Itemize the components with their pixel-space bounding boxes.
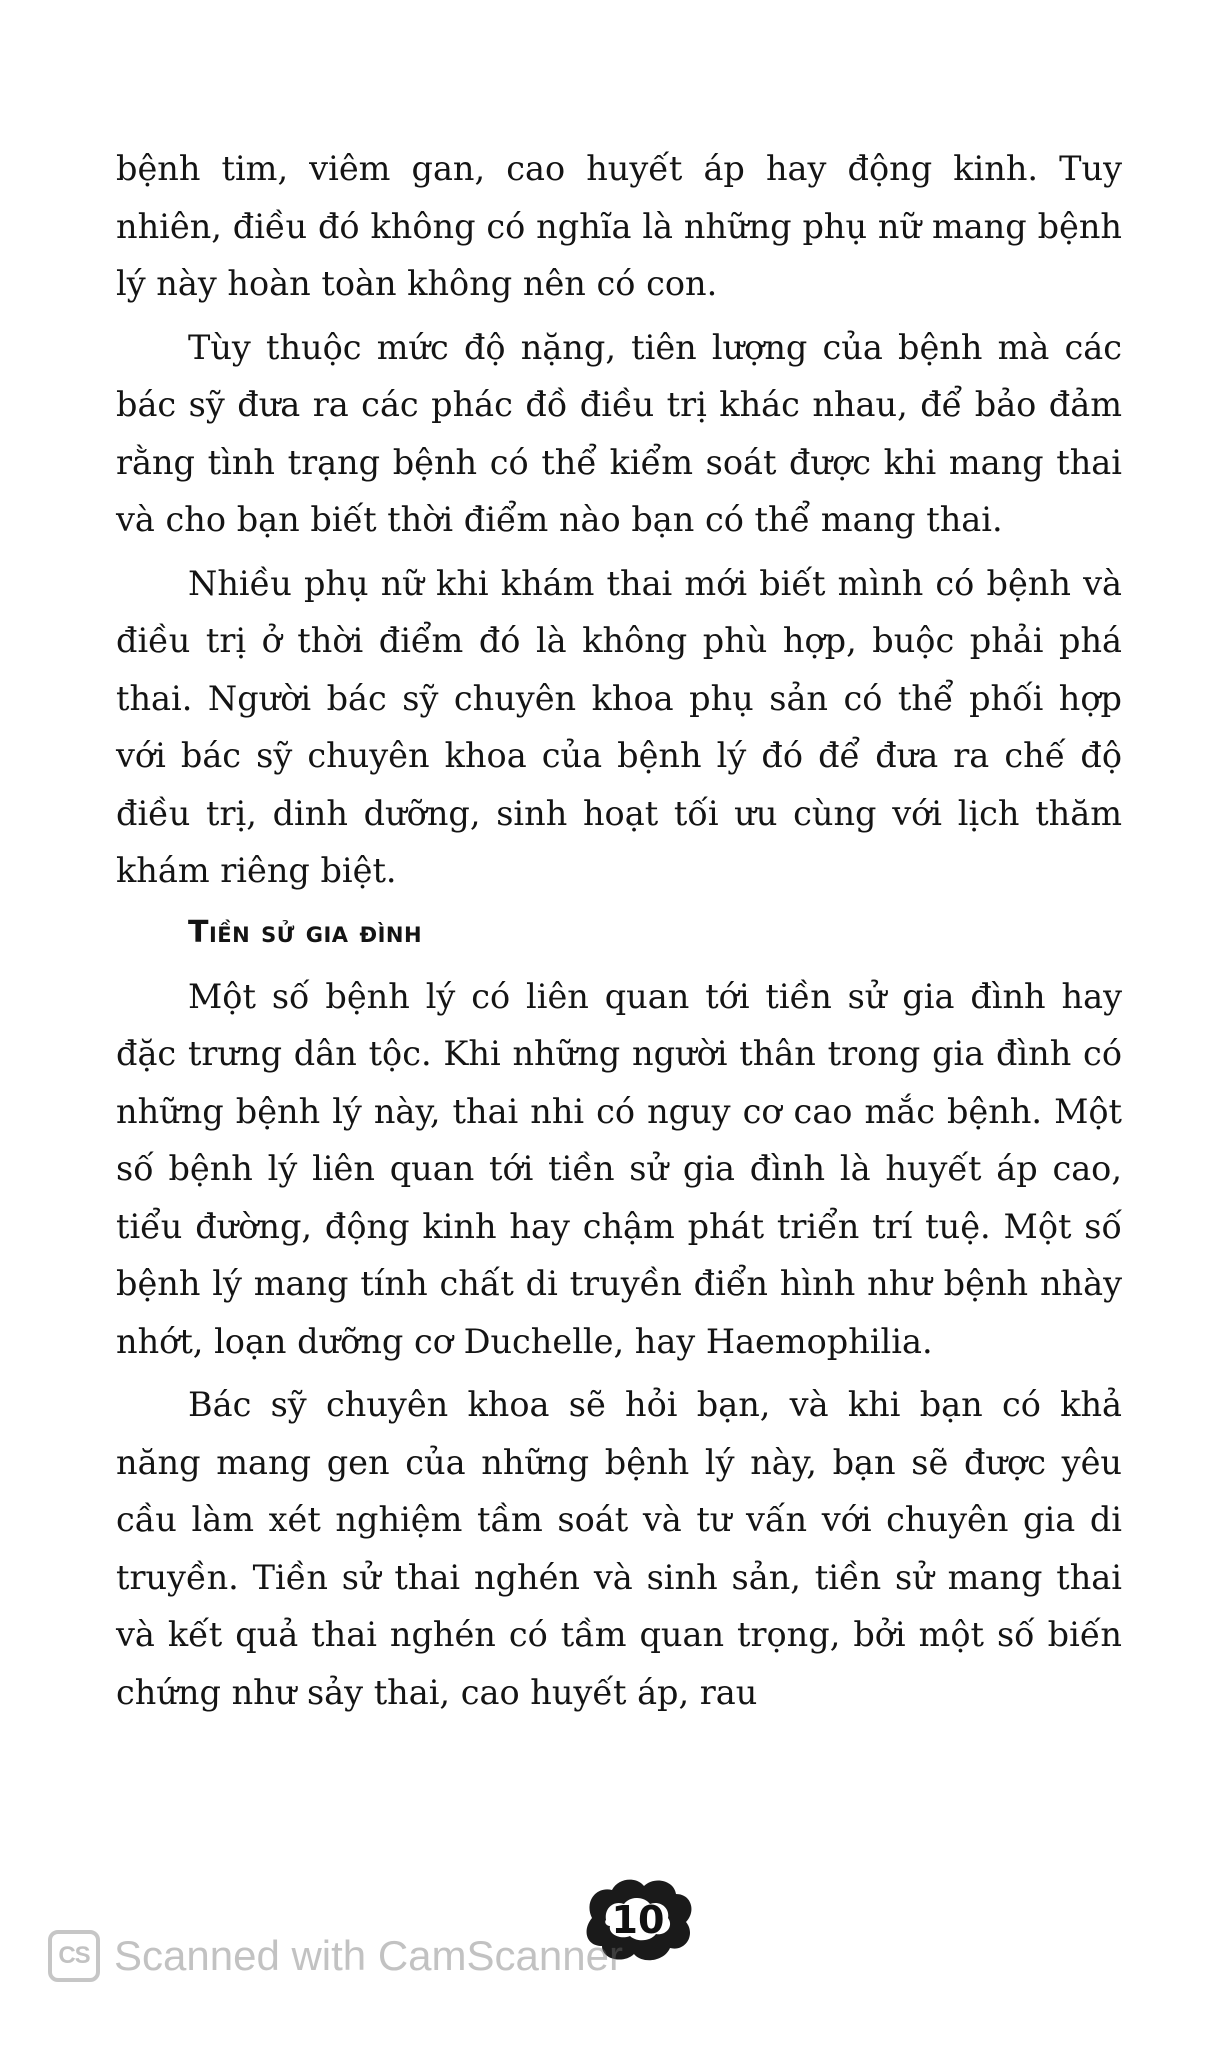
paragraph-family-history: Một số bệnh lý có liên quan tới tiền sử gia đình hay đặc trưng dân tộc. Khi những người thân trong gia đình có những bệnh lý này, thai nhi có nguy cơ cao mắc bệnh. Một số bệnh lý liên quan tới tiền sử gia đình là huyết áp cao, tiểu đường, động kinh hay chậm phát triển trí tuệ. Một số bệnh lý mang tính chất di truyền điển hình như bệnh nhày nhớt, loạn dưỡng cơ Duchelle, hay Haemophilia.: [116, 976, 1122, 1361]
paragraph-continuation: bệnh tim, viêm gan, cao huyết áp hay động kinh. Tuy nhiên, điều đó không có nghĩa là những phụ nữ mang bệnh lý này hoàn toàn không nên có con.: [116, 149, 1122, 303]
page-body: [116, 140, 1122, 1721]
section-heading: Tiền sử gia đình: [188, 914, 423, 950]
page-number: 10: [611, 1898, 665, 1942]
watermark-text: Scanned with CamScanner: [114, 1932, 623, 1979]
paragraph-discovery: Nhiều phụ nữ khi khám thai mới biết mình có bệnh và điều trị ở thời điểm đó là không phù hợp, buộc phải phá thai. Người bác sỹ chuyên khoa phụ sản có thể phối hợp với bác sỹ chuyên khoa của bệnh lý đó để đưa ra chế độ điều trị, dinh dưỡng, sinh hoạt tối ưu cùng với lịch thăm khám riêng biệt.: [116, 563, 1122, 890]
paragraph-treatment: Tùy thuộc mức độ nặng, tiên lượng của bệnh mà các bác sỹ đưa ra các phác đồ điều trị khác nhau, để bảo đảm rằng tình trạng bệnh có thể kiểm soát được khi mang thai và cho bạn biết thời điểm nào bạn có thể mang thai.: [116, 327, 1122, 539]
paragraph-specialist: Bác sỹ chuyên khoa sẽ hỏi bạn, và khi bạn có khả năng mang gen của những bệnh lý này, bạn sẽ được yêu cầu làm xét nghiệm tầm soát và tư vấn với chuyên gia di truyền. Tiền sử thai nghén và sinh sản, tiền sử mang thai và kết quả thai nghén có tầm quan trọng, bởi một số biến chứng như sảy thai, cao huyết áp, rau: [116, 1385, 1122, 1712]
camscanner-logo-icon: CS: [48, 1930, 100, 1982]
scanner-watermark: [48, 1926, 623, 1986]
